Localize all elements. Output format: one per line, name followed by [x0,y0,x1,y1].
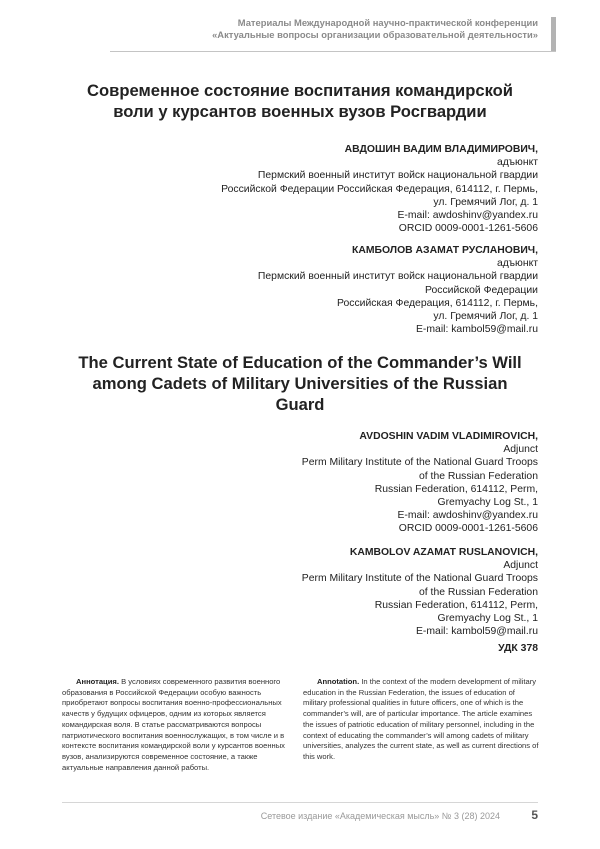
author-orcid: ORCID 0009-0001-1261-5606 [398,523,538,535]
author-position: адъюнкт [496,258,538,270]
author-position: Adjunct [503,560,538,572]
author-address: Russian Federation, 614112, Perm, [374,599,538,611]
footer-divider [62,802,538,803]
header-accent-bar [551,17,556,51]
article-title-ru [40,80,560,122]
abstract-ru-label: Аннотация. [76,677,119,686]
udk-code: УДК 378 [498,643,538,654]
author-email: E-mail: awdoshinv@yandex.ru [397,510,538,522]
author-affiliation: Perm Military Institute of the National Guard Troops [301,573,538,585]
author-position: адъюнкт [496,157,538,169]
author-affiliation: Российской Федерации [425,284,538,296]
author-affiliation: Пермский военный институт войск национальной гвардии [257,170,538,182]
title-en-line-3: Guard [275,395,325,414]
author-name: АВДОШИН ВАДИМ ВЛАДИМИРОВИЧ, [344,144,538,155]
author-block-en-2 [118,546,538,638]
author-affiliation: Perm Military Institute of the National Guard Troops [301,457,538,469]
author-name: KAMBOLOV AZAMAT RUSLANOVICH, [349,547,538,558]
author-name: КАМБОЛОВ АЗАМАТ РУСЛАНОВИЧ, [352,245,538,256]
abstract-en-label: Annotation. [317,677,360,686]
page-number: 5 [531,808,538,822]
journal-footer: Сетевое издание «Академическая мысль» № 3 (28) 2024 [260,811,500,821]
title-en-line-1: The Current State of Education of the Commander’s Will [78,353,522,372]
author-address: Gremyachy Log St., 1 [437,497,538,509]
author-address: ул. Гремячий Лог, д. 1 [433,311,538,323]
title-ru-line-1: Современное состояние воспитания командирской [87,81,513,100]
author-affiliation: Пермский военный институт войск национальной гвардии [257,271,538,283]
author-address: Russian Federation, 614112, Perm, [374,483,538,495]
author-position: Adjunct [503,444,538,456]
author-email: E-mail: awdoshinv@yandex.ru [397,210,538,222]
author-block-ru-2 [118,244,538,336]
author-address: Российская Федерация, 614112, г. Пермь, [337,297,538,309]
author-affiliation: Российской Федерации Российская Федерация, 614112, г. Пермь, [221,183,538,195]
author-affiliation: of the Russian Federation [419,586,538,598]
header-line-1: Материалы Международной научно-практической конференции [237,17,538,28]
article-title-en [30,352,570,415]
author-orcid: ORCID 0009-0001-1261-5606 [398,223,538,235]
author-affiliation: of the Russian Federation [419,470,538,482]
header-divider [110,51,556,52]
author-email: E-mail: kambol59@mail.ru [416,324,538,336]
author-name: AVDOSHIN VADIM VLADIMIROVICH, [359,431,538,442]
abstract-ru [62,677,297,773]
author-block-en-1 [118,430,538,536]
author-address: Gremyachy Log St., 1 [437,613,538,625]
abstract-en-text: In the context of the modern development of military education in the Russian Federation, the issues of education of military professional qualities in future officers, one of which is the commander’s will, are of particular importance. The article examines the issues of patriotic education of military personnel, including in the context of educating the commander’s will among cadets of military universities, analyzes the current state, as well as current directions of this work. [303,677,539,761]
title-en-line-2: among Cadets of Military Universities of the Russian [92,374,508,393]
title-ru-line-2: воли у курсантов военных вузов Росгвардии [113,102,487,121]
author-address: ул. Гремячий Лог, д. 1 [433,196,538,208]
abstract-ru-text: В условиях современного развития военного образования в Российской Федерации особую важность приобретают вопросы воспитания военно-профессиональных качеств у будущих офицеров, одним из которых является командирская воля. В статье рассматриваются вопросы патриотического воспитания военнослужащих, в том числе и в контексте воспитания командирской воли у курсантов военных вузов, анализируются современное состояние, а также актуальные направления данной работы. [62,677,285,772]
abstract-en [303,677,540,763]
header-line-2: «Актуальные вопросы организации образовательной деятельности» [212,28,538,40]
running-header [118,17,538,40]
author-email: E-mail: kambol59@mail.ru [416,626,538,638]
author-block-ru-1 [118,143,538,235]
